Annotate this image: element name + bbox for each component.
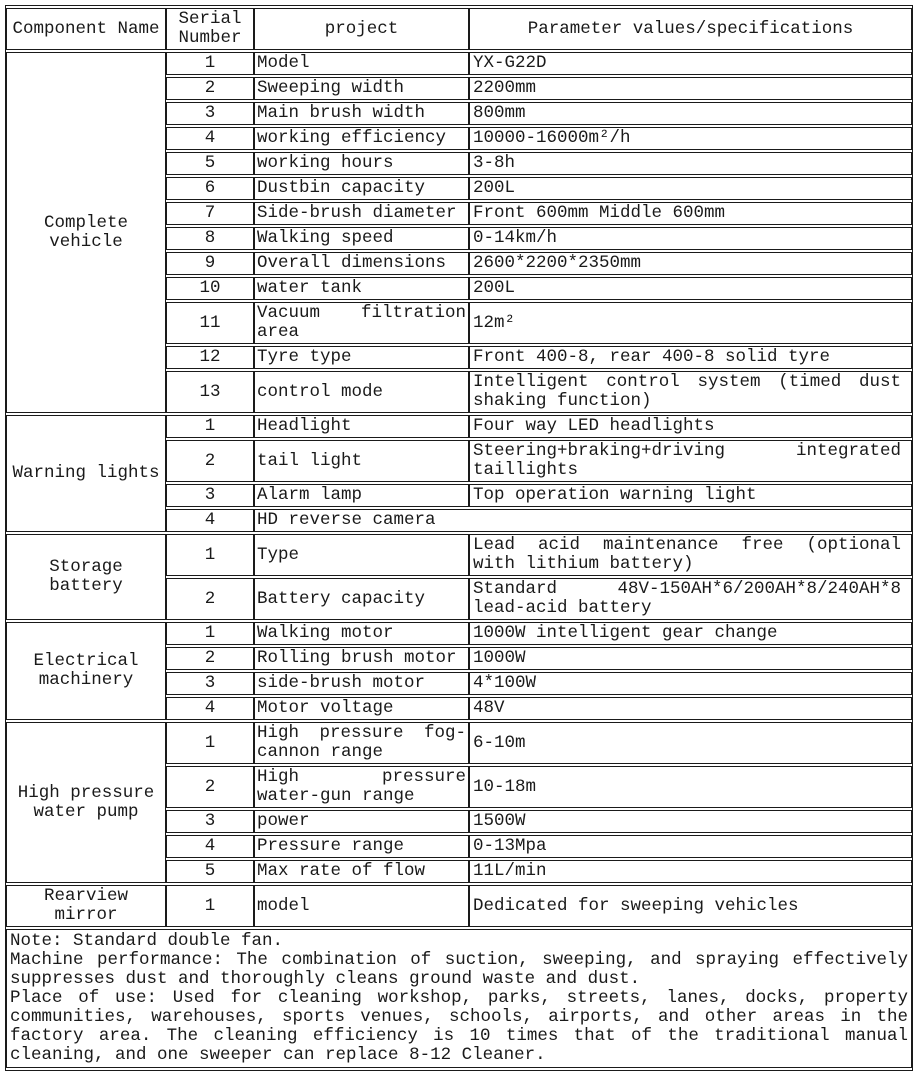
parameter-value-cell: 6-10m xyxy=(469,722,912,764)
serial-number-cell: 5 xyxy=(166,860,254,883)
project-cell: HD reverse camera xyxy=(254,509,912,532)
parameter-value-cell: 200L xyxy=(469,277,912,300)
serial-number-cell: 10 xyxy=(166,277,254,300)
project-cell: Headlight xyxy=(254,415,469,438)
project-cell: Overall dimensions xyxy=(254,252,469,275)
serial-number-cell: 3 xyxy=(166,672,254,695)
project-cell: power xyxy=(254,810,469,833)
project-cell: water tank xyxy=(254,277,469,300)
serial-number-cell: 2 xyxy=(166,578,254,620)
parameter-value-cell: 48V xyxy=(469,697,912,720)
project-cell: Rolling brush motor xyxy=(254,647,469,670)
table-row xyxy=(6,722,912,764)
project-cell: working hours xyxy=(254,152,469,175)
project-cell: working efficiency xyxy=(254,127,469,150)
note-line: Machine performance: The combination of suction, sweeping, and spraying effectively suppresses dust and thoroughly cleans ground waste and dust. xyxy=(10,950,908,989)
parameter-value-cell: 1000W intelligent gear change xyxy=(469,622,912,645)
serial-number-cell: 6 xyxy=(166,177,254,200)
note-line: Place of use: Used for cleaning workshop, parks, streets, lanes, docks, property communities, warehouses, sports venues, schools, airports, and other areas in the factory area. The cleaning efficiency is 10 times that of the traditional manual cleaning, and one sweeper can replace 8-12 Cleaner. xyxy=(10,988,908,1065)
serial-number-cell: 4 xyxy=(166,697,254,720)
notes-row xyxy=(6,929,912,1068)
project-cell: Type xyxy=(254,534,469,576)
parameter-value-cell: 1500W xyxy=(469,810,912,833)
project-cell: Walking speed xyxy=(254,227,469,250)
parameter-value-cell: 0-14km/h xyxy=(469,227,912,250)
header-project: project xyxy=(254,8,469,50)
parameter-value-cell: Lead acid maintenance free (optional with lithium battery) xyxy=(469,534,912,576)
project-cell: model xyxy=(254,885,469,927)
component-name-cell: Storage battery xyxy=(6,534,166,620)
header-row xyxy=(6,8,912,50)
serial-number-cell: 3 xyxy=(166,484,254,507)
project-cell: Tyre type xyxy=(254,346,469,369)
spec-table-body xyxy=(6,52,912,1068)
serial-number-cell: 1 xyxy=(166,885,254,927)
project-cell: Sweeping width xyxy=(254,77,469,100)
serial-number-cell: 8 xyxy=(166,227,254,250)
parameter-value-cell: 0-13Mpa xyxy=(469,835,912,858)
serial-number-cell: 3 xyxy=(166,810,254,833)
serial-number-cell: 4 xyxy=(166,835,254,858)
spec-table-header xyxy=(6,8,912,50)
header-component-name: Component Name xyxy=(6,8,166,50)
serial-number-cell: 13 xyxy=(166,371,254,413)
project-cell: Model xyxy=(254,52,469,75)
parameter-value-cell: Intelligent control system (timed dust shaking function) xyxy=(469,371,912,413)
parameter-value-cell: 200L xyxy=(469,177,912,200)
parameter-value-cell: 4*100W xyxy=(469,672,912,695)
project-cell: Dustbin capacity xyxy=(254,177,469,200)
serial-number-cell: 1 xyxy=(166,622,254,645)
component-name-cell: Complete vehicle xyxy=(6,52,166,413)
serial-number-cell: 2 xyxy=(166,440,254,482)
parameter-value-cell: 2200mm xyxy=(469,77,912,100)
serial-number-cell: 2 xyxy=(166,766,254,808)
serial-number-cell: 3 xyxy=(166,102,254,125)
serial-number-cell: 7 xyxy=(166,202,254,225)
project-cell: side-brush motor xyxy=(254,672,469,695)
parameter-value-cell: 3-8h xyxy=(469,152,912,175)
parameter-value-cell: 10000-16000m²/h xyxy=(469,127,912,150)
project-cell: Main brush width xyxy=(254,102,469,125)
serial-number-cell: 1 xyxy=(166,52,254,75)
project-cell: tail light xyxy=(254,440,469,482)
note-line: Note: Standard double fan. xyxy=(10,931,284,951)
component-name-cell: High pressure water pump xyxy=(6,722,166,883)
serial-number-cell: 4 xyxy=(166,127,254,150)
parameter-value-cell: 1000W xyxy=(469,647,912,670)
parameter-value-cell: 800mm xyxy=(469,102,912,125)
component-name-cell: Warning lights xyxy=(6,415,166,532)
project-cell: Side-brush diameter xyxy=(254,202,469,225)
parameter-value-cell: 12m² xyxy=(469,302,912,344)
notes-cell xyxy=(6,929,912,1068)
table-row xyxy=(6,415,912,438)
project-cell: Battery capacity xyxy=(254,578,469,620)
serial-number-cell: 12 xyxy=(166,346,254,369)
serial-number-cell: 2 xyxy=(166,647,254,670)
parameter-value-cell: Standard 48V-150AH*6/200AH*8/240AH*8 lead-acid battery xyxy=(469,578,912,620)
project-cell: High pressure water-gun range xyxy=(254,766,469,808)
project-cell: Walking motor xyxy=(254,622,469,645)
project-cell: Max rate of flow xyxy=(254,860,469,883)
parameter-value-cell: 11L/min xyxy=(469,860,912,883)
spec-table xyxy=(5,5,913,1071)
parameter-value-cell: Four way LED headlights xyxy=(469,415,912,438)
parameter-value-cell: Dedicated for sweeping vehicles xyxy=(469,885,912,927)
serial-number-cell: 11 xyxy=(166,302,254,344)
project-cell: Motor voltage xyxy=(254,697,469,720)
table-row xyxy=(6,885,912,927)
parameter-value-cell: YX-G22D xyxy=(469,52,912,75)
table-row xyxy=(6,534,912,576)
serial-number-cell: 1 xyxy=(166,534,254,576)
parameter-value-cell: Front 600mm Middle 600mm xyxy=(469,202,912,225)
parameter-value-cell: 2600*2200*2350mm xyxy=(469,252,912,275)
parameter-value-cell: Top operation warning light xyxy=(469,484,912,507)
table-row xyxy=(6,52,912,75)
project-cell: control mode xyxy=(254,371,469,413)
project-cell: High pressure fog-cannon range xyxy=(254,722,469,764)
parameter-value-cell: Steering+braking+driving integrated taillights xyxy=(469,440,912,482)
component-name-cell: Rearview mirror xyxy=(6,885,166,927)
serial-number-cell: 2 xyxy=(166,77,254,100)
serial-number-cell: 9 xyxy=(166,252,254,275)
header-parameter-values: Parameter values/specifications xyxy=(469,8,912,50)
project-cell: Pressure range xyxy=(254,835,469,858)
header-serial-number: Serial Number xyxy=(166,8,254,50)
serial-number-cell: 1 xyxy=(166,415,254,438)
serial-number-cell: 1 xyxy=(166,722,254,764)
serial-number-cell: 5 xyxy=(166,152,254,175)
project-cell: Alarm lamp xyxy=(254,484,469,507)
parameter-value-cell: Front 400-8, rear 400-8 solid tyre xyxy=(469,346,912,369)
project-cell: Vacuum filtration area xyxy=(254,302,469,344)
parameter-value-cell: 10-18m xyxy=(469,766,912,808)
component-name-cell: Electrical machinery xyxy=(6,622,166,720)
serial-number-cell: 4 xyxy=(166,509,254,532)
table-row xyxy=(6,622,912,645)
